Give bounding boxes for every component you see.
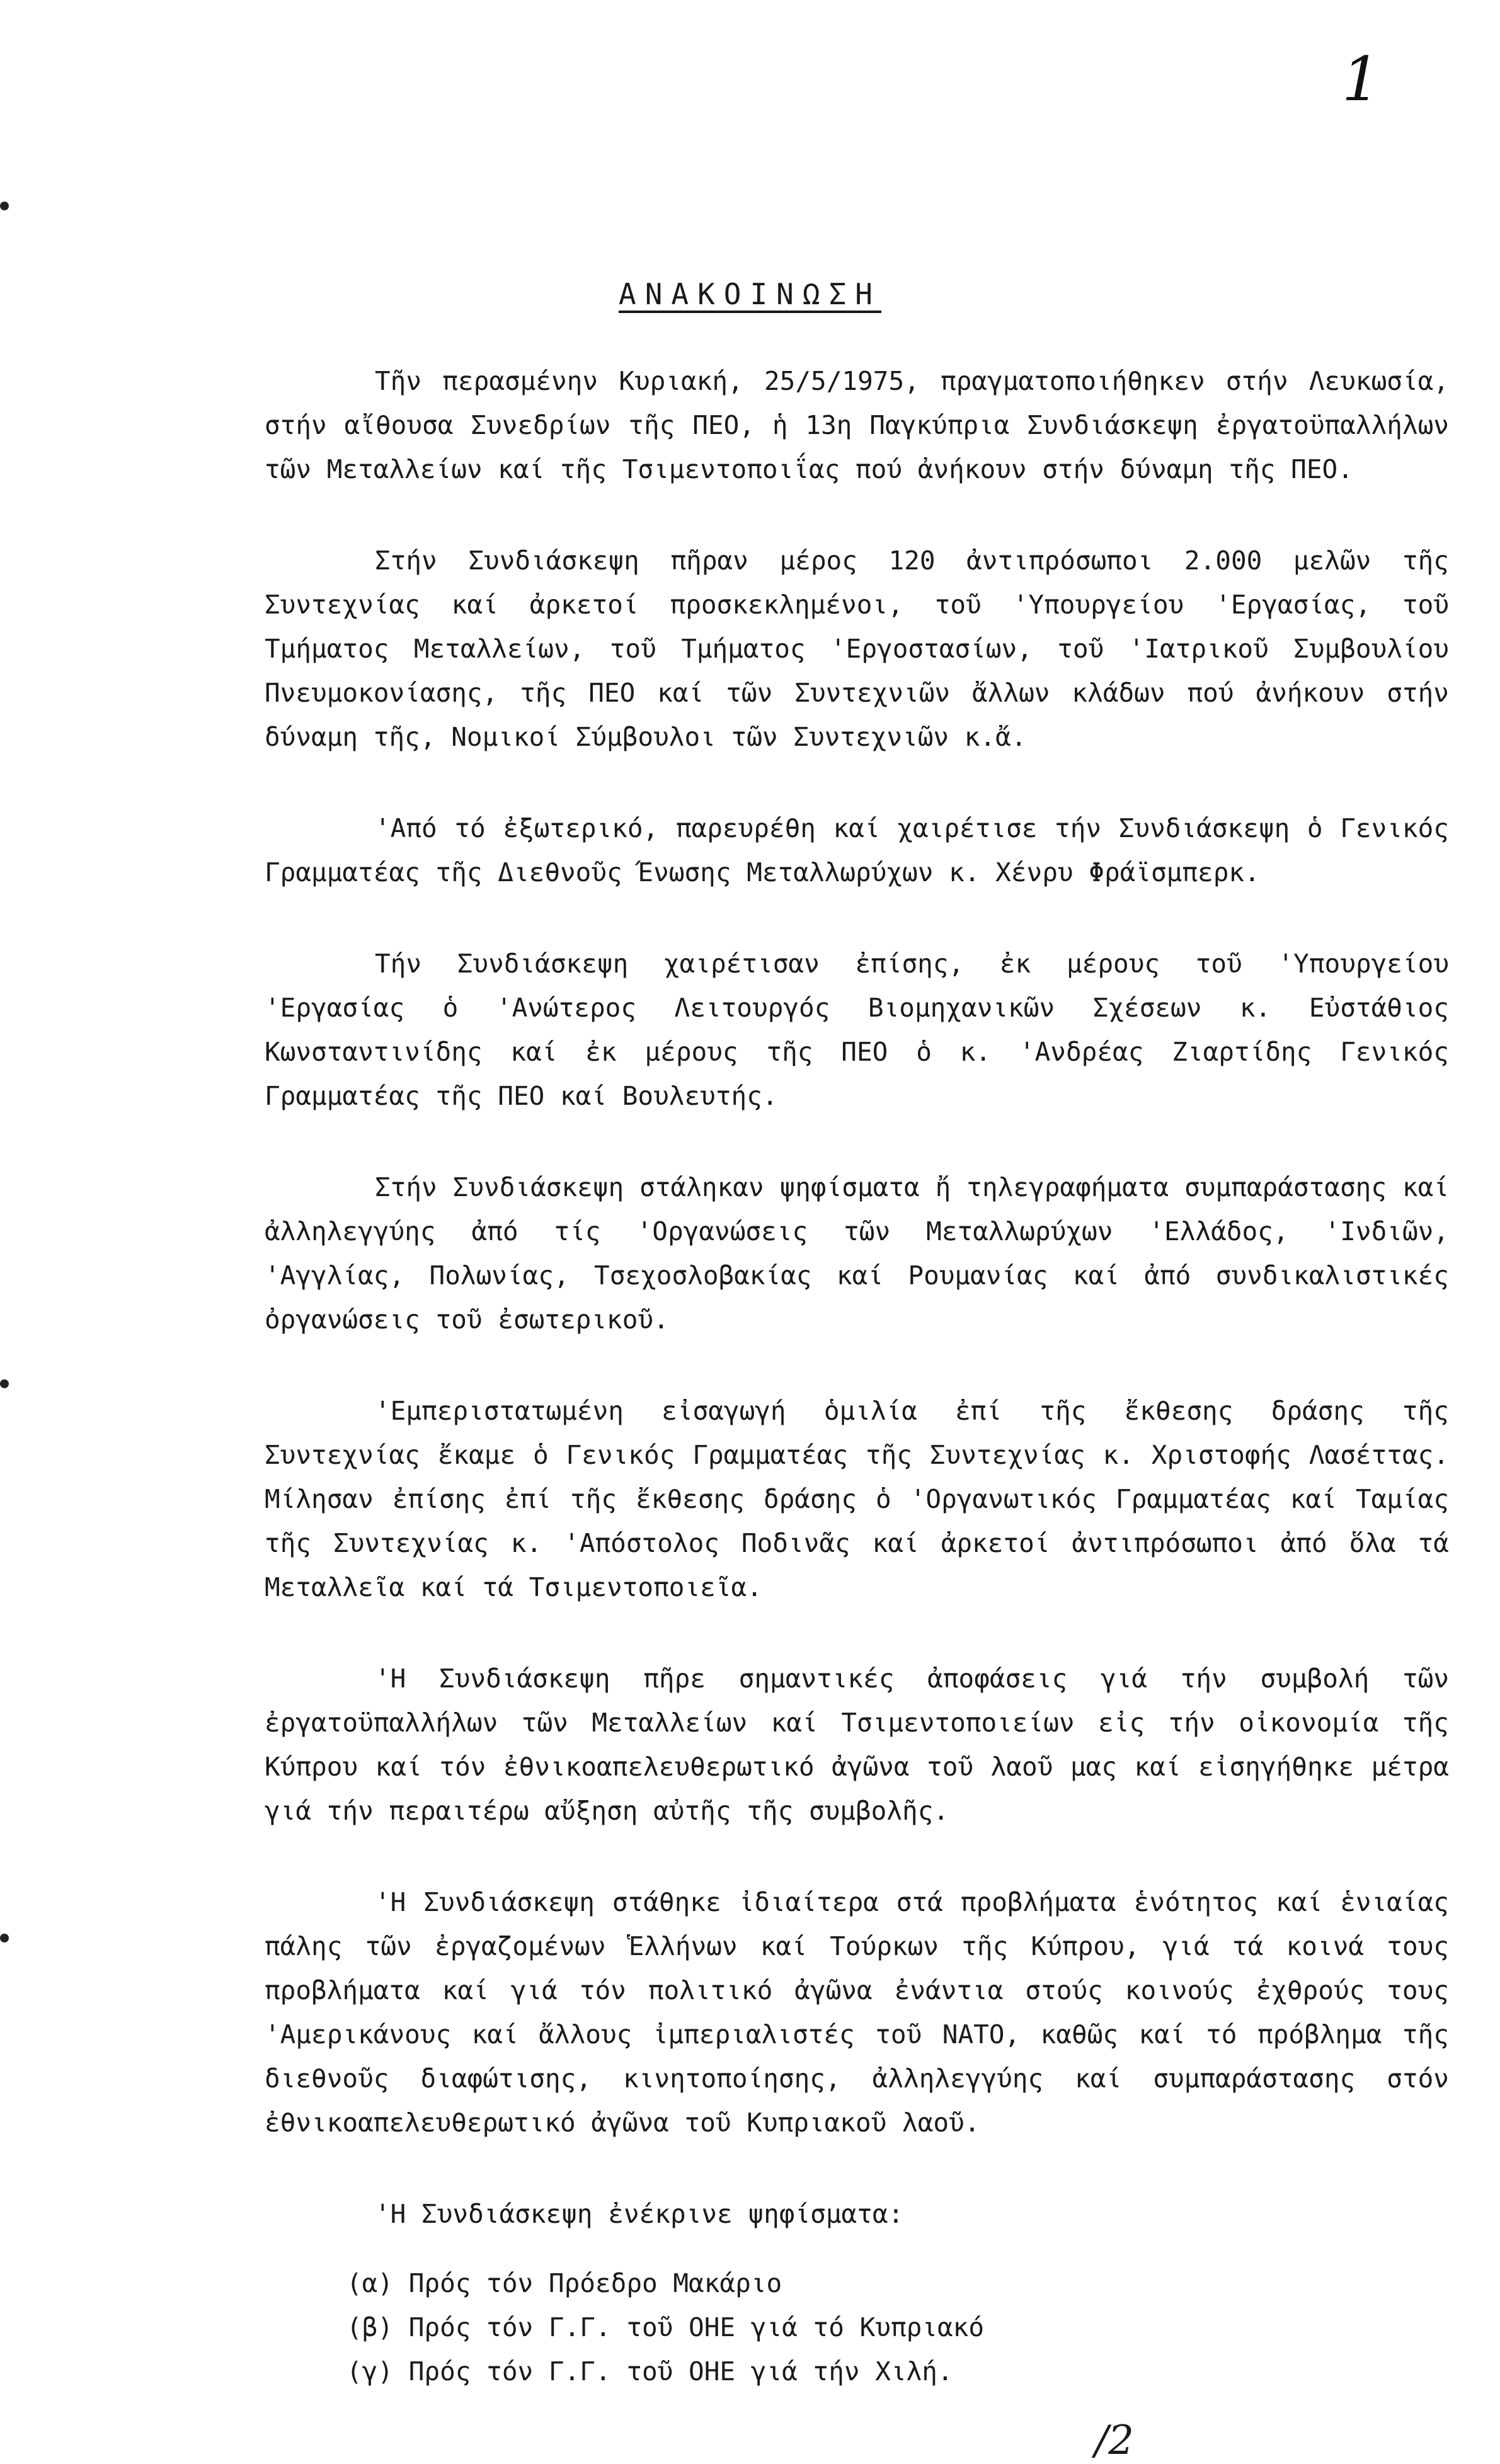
paragraph-8: 'Η Συνδιάσκεψη στάθηκε ἰδιαίτερα στά προβλήματα ἑνότητος καί ἑνιαίας πάλης τῶν ἐργαζομένων Ἑλλήνων καί Τούρκων τῆς Κύπρου, γιά τά κοινά τους προβλήματα καί γιά τόν πολιτικό ἀγῶνα ἐνάντια στούς κοινούς ἐχθρούς τους 'Αμερικάνους καί ἄλλους ἰμπεριαλιστές τοῦ ΝΑΤΟ, καθῶς καί τό πρόβλημα τῆς διεθνοῦς διαφώτισης, κινητοποίησης, ἀλληλεγγύης καί συμπαράστασης στόν ἐθνικοαπελευθερωτικό ἀγῶνα τοῦ Κυπριακοῦ λαοῦ.	[265, 1887, 1449, 2138]
margin-speck	[0, 202, 9, 210]
paragraph-7: 'Η Συνδιάσκεψη πῆρε σημαντικές ἀποφάσεις γιά τήν συμβολή τῶν ἐργατοϋπαλλήλων τῶν Μεταλλείων καί Τσιμεντοποιείων εἰς τήν οἰκονομία τῆς Κύπρου καί τόν ἐθνικοαπελευθερωτικό ἀγῶνα τοῦ λαοῦ μας καί εἰσηγήθηκε μέτρα γιά τήν περαιτέρω αὔξηση αὐτῆς τῆς συμβολῆς.	[265, 1663, 1449, 1826]
paragraph-6: 'Εμπεριστατωμένη εἰσαγωγή ὁμιλία ἐπί τῆς ἔκθεσης δράσης τῆς Συντεχνίας ἔκαμε ὁ Γενικός Γραμματέας τῆς Συντεχνίας κ. Χριστοφής Λασέττας. Μίλησαν ἐπίσης ἐπί τῆς ἔκθεσης δράσης ὁ 'Οργανωτικός Γραμματέας καί Ταμίας τῆς Συντεχνίας κ. 'Απόστολος Ποδινᾶς καί ἀρκετοί ἀντιπρόσωποι ἀπό ὅλα τά Μεταλλεῖα καί τά Τσιμεντοποιεῖα.	[265, 1396, 1449, 1602]
resolution-item: (β) Πρός τόν Γ.Γ. τοῦ ΟΗΕ γιά τό Κυπριακό	[346, 2312, 985, 2342]
paragraph-4: Τήν Συνδιάσκεψη χαιρέτισαν ἐπίσης, ἐκ μέρους τοῦ 'Υπουργείου 'Εργασίας ὁ 'Ανώτερος Λειτουργός Βιομηχανικῶν Σχέσεων κ. Εὐστάθιος Κωνσταντινίδης καί ἐκ μέρους τῆς ΠΕΟ ὁ κ. 'Ανδρέας Ζιαρτίδης Γενικός Γραμματέας τῆς ΠΕΟ καί Βουλευτής.	[265, 949, 1449, 1111]
resolutions-list	[346, 2261, 1449, 2393]
paragraph-3: 'Από τό ἐξωτερικό, παρευρέθη καί χαιρέτισε τήν Συνδιάσκεψη ὁ Γενικός Γραμματέας τῆς Διεθνοῦς Ένωσης Μεταλλωρύχων κ. Χένρυ Φράϊσμπερκ.	[265, 813, 1449, 887]
continuation-mark: /2	[1094, 2417, 1134, 2464]
document-title: ΑΝΑΚΟΙΝΩΣΗ	[619, 277, 881, 311]
resolution-item: (α) Πρός τόν Πρόεδρο Μακάριο	[346, 2268, 782, 2298]
resolution-item: (γ) Πρός τόν Γ.Γ. τοῦ ΟΗΕ γιά τήν Χιλή.	[346, 2356, 953, 2387]
paragraph-5: Στήν Συνδιάσκεψη στάληκαν ψηφίσματα ἤ τηλεγραφήματα συμπαράστασης καί ἀλληλεγγύης ἀπό τίς 'Οργανώσεις τῶν Μεταλλωρύχων 'Ελλάδος, 'Ινδιῶν, 'Αγγλίας, Πολωνίας, Τσεχοσλοβακίας καί Ρουμανίας καί ἀπό συνδικαλιστικές ὀργανώσεις τοῦ ἐσωτερικοῦ.	[265, 1172, 1449, 1335]
document-body	[265, 359, 1449, 2463]
paragraph-1: Τῆν περασμένην Κυριακή, 25/5/1975, πραγματοποιήθηκεν στήν Λευκωσία, στήν αἴθουσα Συνεδρίων τῆς ΠΕΟ, ἡ 13η Παγκύπρια Συνδιάσκεψη ἐργατοϋπαλλήλων τῶν Μεταλλείων καί τῆς Τσιμεντοποιΐας πού ἀνήκουν στήν δύναμη τῆς ΠΕΟ.	[265, 366, 1449, 484]
paragraph-2: Στήν Συνδιάσκεψη πῆραν μέρος 120 ἀντιπρόσωποι 2.000 μελῶν τῆς Συντεχνίας καί ἀρκετοί προσκεκλημένοι, τοῦ 'Υπουργείου 'Εργασίας, τοῦ Τμήματος Μεταλλείων, τοῦ Τμήματος 'Εργοστασίων, τοῦ 'Ιατρικοῦ Συμβουλίου Πνευμοκονίασης, τῆς ΠΕΟ καί τῶν Συντεχνιῶν ἄλλων κλάδων πού ἀνήκουν στήν δύναμη τῆς, Νομικοί Σύμβουλοι τῶν Συντεχνιῶν κ.ἄ.	[265, 545, 1449, 752]
paragraph-9: 'Η Συνδιάσκεψη ἐνέκρινε ψηφίσματα:	[375, 2199, 904, 2229]
margin-speck	[0, 1379, 9, 1388]
margin-speck	[0, 1934, 9, 1942]
page-number: 1	[1342, 44, 1381, 115]
